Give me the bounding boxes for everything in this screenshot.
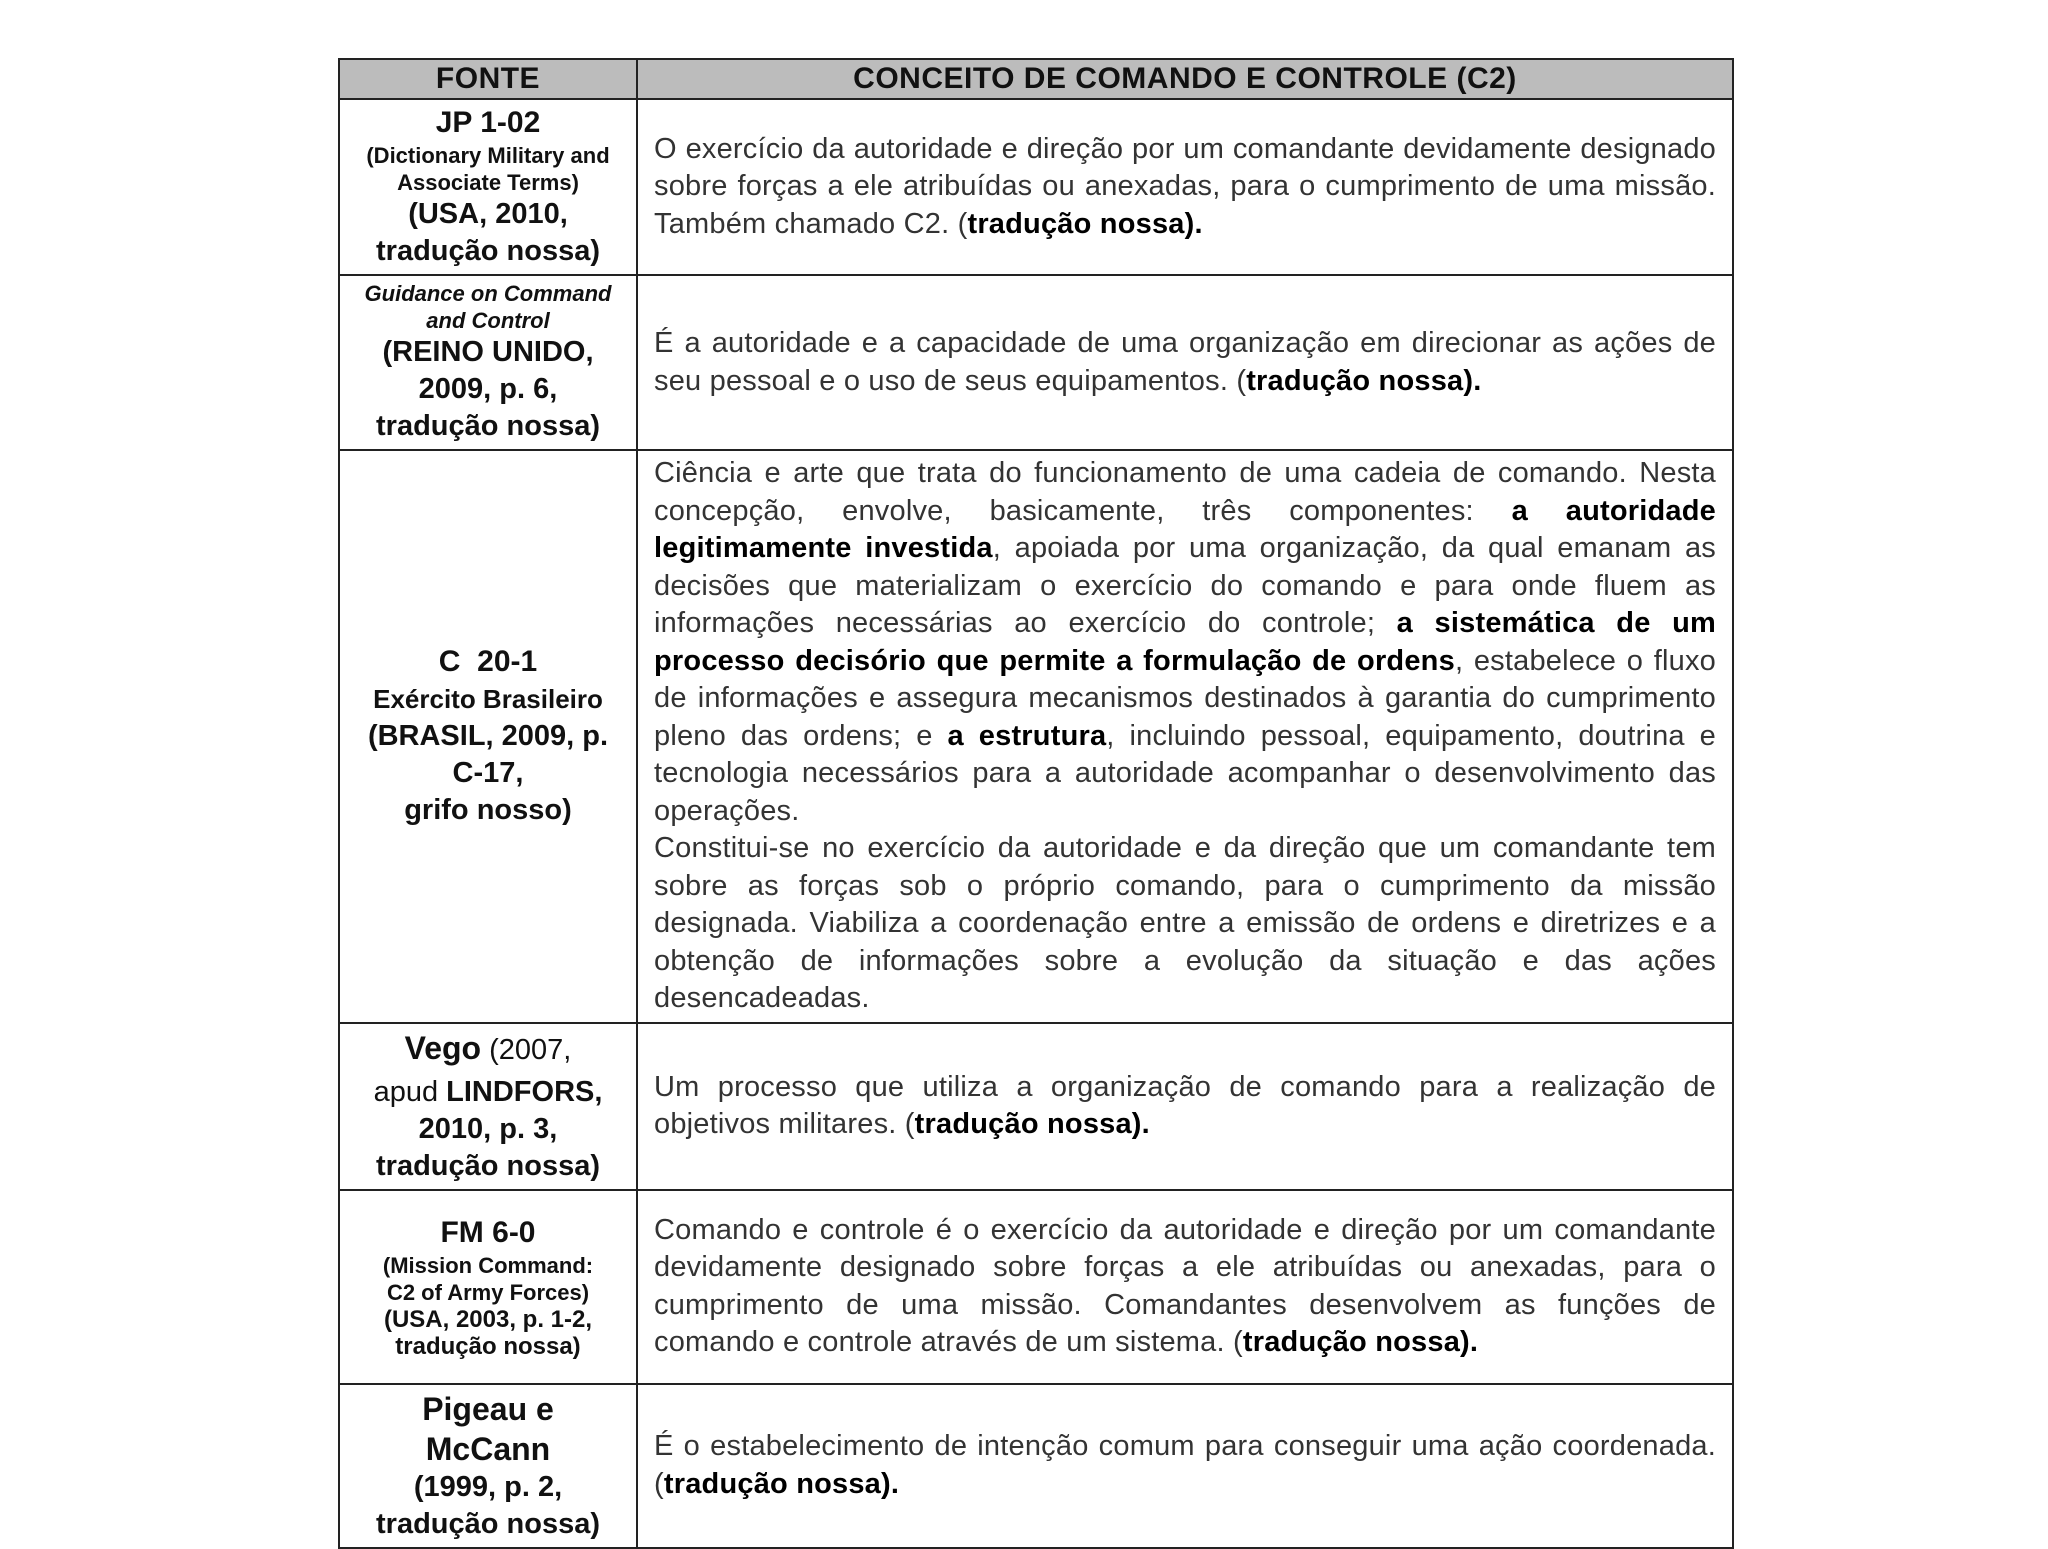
fonte-title: C 20-1 bbox=[438, 645, 538, 679]
table-header-row bbox=[339, 59, 1733, 99]
fonte-author: LINDFORS, bbox=[446, 1075, 603, 1108]
definition-cell bbox=[637, 99, 1733, 275]
fonte-subtitle: (Dictionary Military and Associate Terms) bbox=[366, 143, 610, 195]
header-conceito: CONCEITO DE COMANDO E CONTROLE (C2) bbox=[637, 59, 1733, 99]
fonte-cell bbox=[339, 450, 637, 1023]
fonte-note: grifo nosso) bbox=[404, 794, 572, 827]
fonte-subtitle: (Mission Command: C2 of Army Forces) bbox=[382, 1252, 594, 1305]
definition-paragraph-1 bbox=[654, 455, 1716, 830]
table-row bbox=[339, 450, 1733, 1023]
definition-text: , incluindo pessoal, equipamento, doutrina e tecnologia necessários para a autoridade acompanhar o desenvolvimento das operações. bbox=[654, 719, 1716, 827]
fonte-citation: (USA, 2010, bbox=[408, 198, 568, 230]
table-row bbox=[339, 1023, 1733, 1190]
table-row bbox=[339, 99, 1733, 275]
fonte-year: (2007, bbox=[481, 1033, 572, 1066]
definition-note: tradução nossa). bbox=[663, 1467, 900, 1500]
fonte-title: Vego bbox=[404, 1029, 482, 1066]
fonte-cell bbox=[339, 99, 637, 275]
fonte-cell bbox=[339, 1190, 637, 1384]
definition-cell bbox=[637, 1384, 1733, 1548]
definition-note: tradução nossa). bbox=[1246, 364, 1482, 397]
definition-cell bbox=[637, 450, 1733, 1023]
fonte-citation: (USA, 2003, p. 1-2, bbox=[383, 1305, 593, 1333]
fonte-cell bbox=[339, 1023, 637, 1190]
definition-paragraph-2: Constitui-se no exercício da autoridade e da direção que um comandante tem sobre as forças sob o próprio comando, para o cumprimento da missão designada. Viabiliza a coordenação entre a emissão de ordens e diretrizes e a obtenção de informações sobre a evolução da situação e das ações desencadeadas. bbox=[654, 832, 1716, 1014]
fonte-citation: (1999, p. 2, bbox=[413, 1470, 563, 1503]
definition-text: É o estabelecimento de intenção comum para conseguir uma ação coordenada. ( bbox=[654, 1430, 1716, 1500]
fonte-cell bbox=[339, 275, 637, 450]
fonte-title: FM 6-0 bbox=[440, 1215, 536, 1249]
fonte-title: Pigeau e McCann bbox=[422, 1390, 554, 1467]
definition-text: , estabelece o fluxo de informações e assegura mecanismos destinados à garantia do cumprimento pleno das ordens; e bbox=[654, 644, 1717, 752]
table-row bbox=[339, 275, 1733, 450]
definition-text: É a autoridade e a capacidade de uma organização em direcionar as ações de seu pessoal e o uso de seus equipamentos. ( bbox=[654, 327, 1716, 397]
definition-text: Comando e controle é o exercício da autoridade e direção por um comandante devidamente designado sobre forças a ele atribuídas ou anexadas, para o cumprimento de uma missão. Comandantes desenvolvem as funções de comando e controle através de um sistema. ( bbox=[654, 1213, 1716, 1358]
fonte-apud: apud bbox=[373, 1075, 447, 1108]
definition-note: tradução nossa). bbox=[914, 1108, 1150, 1140]
definition-text: , apoiada por uma organização, da qual emanam as decisões que materializam o exercício do comando e para onde fluem as informações necessárias ao exercício do controle; bbox=[654, 532, 1716, 639]
table-row bbox=[339, 1190, 1733, 1384]
fonte-title: JP 1-02 bbox=[435, 106, 541, 139]
fonte-note: tradução nossa) bbox=[376, 235, 600, 267]
fonte-note: tradução nossa) bbox=[376, 1507, 600, 1540]
definition-bold: a autoridade legitimamente investida bbox=[654, 494, 1716, 564]
definition-note: tradução nossa). bbox=[967, 207, 1203, 240]
definition-bold: a sistemática de um processo decisório que permite a formulação de ordens bbox=[654, 607, 1716, 677]
fonte-citation: (BRASIL, 2009, p. C-17, bbox=[367, 720, 609, 790]
fonte-note: tradução nossa) bbox=[376, 1149, 600, 1182]
definition-bold: a estrutura bbox=[947, 719, 1107, 752]
fonte-citation: 2010, p. 3, bbox=[418, 1112, 558, 1145]
definition-cell bbox=[637, 1190, 1733, 1384]
header-fonte: FONTE bbox=[339, 59, 637, 99]
table-row bbox=[339, 1384, 1733, 1548]
definition-cell bbox=[637, 275, 1733, 450]
fonte-subtitle: Exército Brasileiro bbox=[373, 684, 603, 715]
fonte-cell bbox=[339, 1384, 637, 1548]
concept-table bbox=[338, 58, 1734, 1549]
fonte-citation: (REINO UNIDO, 2009, p. 6, bbox=[382, 336, 594, 405]
definition-cell bbox=[637, 1023, 1733, 1190]
definition-note: tradução nossa). bbox=[1242, 1326, 1479, 1358]
fonte-note: tradução nossa) bbox=[376, 410, 600, 442]
fonte-note: tradução nossa) bbox=[395, 1332, 581, 1360]
fonte-title: Guidance on Command and Control bbox=[364, 281, 612, 333]
definition-text: Um processo que utiliza a organização de comando para a realização de objetivos militares. ( bbox=[654, 1070, 1716, 1140]
definition-text: Ciência e arte que trata do funcionamento de uma cadeia de comando. Nesta concepção, envolve, basicamente, três componentes: bbox=[654, 457, 1716, 527]
definition-text: O exercício da autoridade e direção por um comandante devidamente designado sobre forças a ele atribuídas ou anexadas, para o cumprimento de uma missão. Também chamado C2. ( bbox=[654, 132, 1716, 240]
